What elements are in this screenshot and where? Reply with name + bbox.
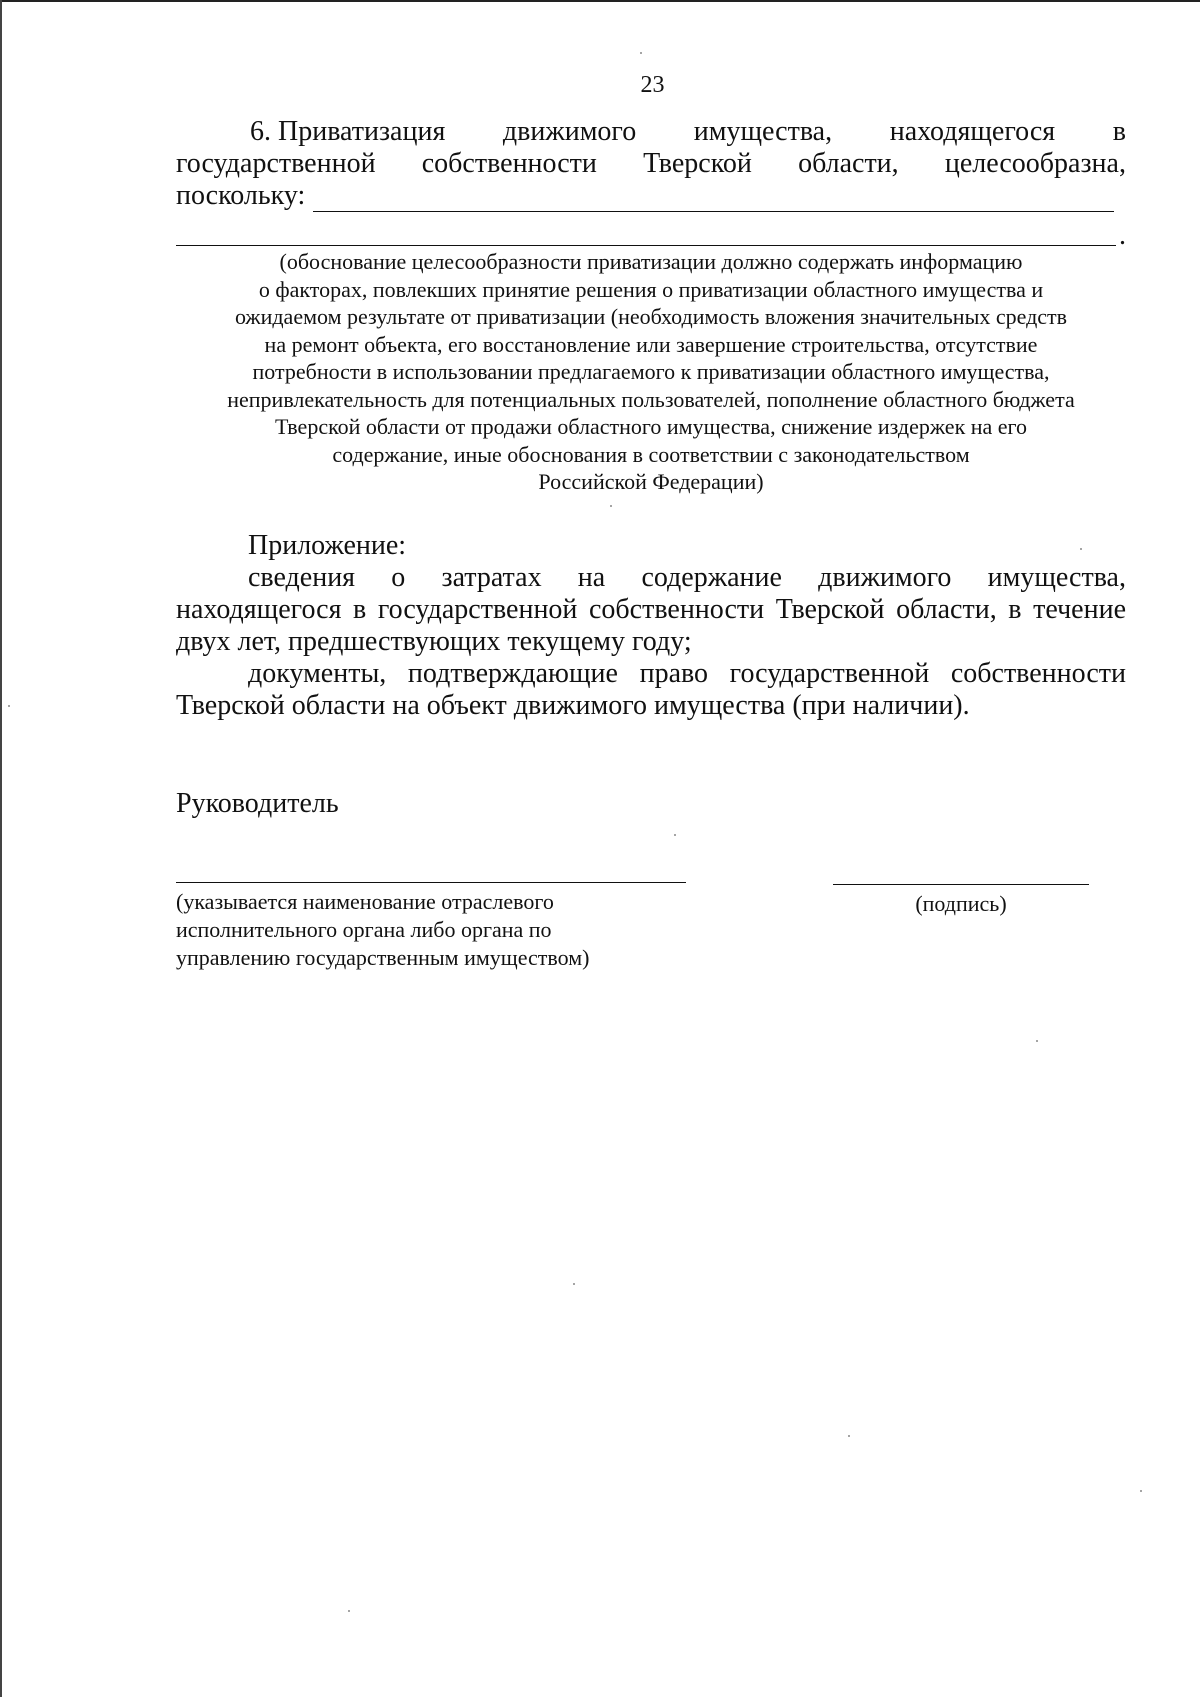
word: находящегося [889, 116, 1056, 147]
appendix-item1-rest: находящегося в государственной собственности Тверской области, в течение двух лет, предшествующих текущему году; [176, 594, 1126, 657]
head-label: Руководитель [176, 788, 339, 819]
word: государственной [176, 148, 376, 179]
scan-edge-left [0, 0, 2, 1697]
word: о [391, 562, 406, 593]
word: на [577, 562, 606, 593]
scan-speck [1036, 1040, 1038, 1042]
word: движимого [502, 116, 637, 147]
scan-edge-top [0, 0, 1200, 2]
word: имущества, [693, 116, 833, 147]
signature-blank-line[interactable] [833, 884, 1089, 885]
organ-hint-line: управлению государственным имуществом) [176, 945, 590, 970]
word: области, [798, 148, 899, 179]
section6-line1 [176, 116, 1126, 148]
word: содержание [641, 562, 782, 593]
organ-name-blank-line[interactable] [176, 882, 686, 883]
because-label: поскольку: [176, 180, 306, 211]
appendix-heading: Приложение: [248, 530, 407, 561]
scan-speck [1080, 548, 1082, 550]
scan-speck [573, 1283, 575, 1285]
word: в [1112, 116, 1126, 147]
organ-name-hint [176, 888, 696, 972]
word: государственной [729, 658, 930, 689]
appendix-section [176, 530, 1126, 722]
word: движимого [818, 562, 952, 593]
section6-line3 [176, 180, 1126, 212]
appendix-item2-line1 [176, 658, 1126, 690]
word: собственности [421, 148, 597, 179]
hint-line: потребности в использовании предлагаемого к приватизации областного имущества, [252, 359, 1050, 384]
word: право [639, 658, 709, 689]
word: документы, [248, 658, 387, 689]
hint-line: содержание, иные обоснования в соответствии с законодательством [332, 441, 970, 467]
word: Тверской [643, 148, 752, 179]
scan-speck [610, 505, 612, 507]
section6-line2 [176, 148, 1126, 180]
scan-speck [848, 1435, 850, 1437]
reason-blank-line-2[interactable] [176, 225, 1116, 246]
scan-speck [640, 52, 642, 54]
hint-line: (обоснование целесообразности приватизации должно содержать информацию [279, 249, 1023, 274]
word: целесообразна, [944, 148, 1126, 179]
reason-blank-line-2-row [176, 214, 1126, 251]
organ-hint-line: (указывается наименование отраслевого [176, 889, 554, 914]
end-period: . [1119, 220, 1126, 251]
signature-hint: (подпись) [915, 891, 1007, 916]
hint-line: Российской Федерации) [538, 469, 764, 494]
hint-line: на ремонт объекта, его восстановление или завершение строительства, отсутствие [264, 331, 1038, 357]
word: 6. Приватизация [250, 116, 446, 147]
scan-speck [8, 705, 10, 707]
appendix-item2-rest: Тверской области на объект движимого имущества (при наличии). [176, 690, 970, 721]
page-number: 23 [640, 72, 665, 98]
word: сведения [248, 562, 356, 593]
hint-line: Тверской области от продажи областного имущества, снижение издержек на его [274, 414, 1028, 439]
justification-hint [176, 248, 1126, 496]
scan-speck [348, 1610, 350, 1612]
appendix-item1-line1 [176, 562, 1126, 594]
word: затратах [441, 562, 542, 593]
hint-line: ожидаемом результате от приватизации (необходимость вложения значительных средств [234, 304, 1068, 329]
hint-line: непривлекательность для потенциальных пользователей, пополнение областного бюджета [227, 386, 1075, 412]
reason-blank-line-1[interactable] [313, 187, 1114, 212]
organ-hint-line: исполнительного органа либо органа по [176, 917, 552, 942]
hint-line: о факторах, повлекших принятие решения о приватизации областного имущества и [258, 276, 1044, 302]
word: подтверждающие [407, 658, 618, 689]
scan-speck [674, 834, 676, 836]
scan-speck [1140, 1490, 1142, 1492]
word: имущества, [987, 562, 1126, 593]
section-6 [176, 116, 1126, 251]
word: собственности [950, 658, 1126, 689]
